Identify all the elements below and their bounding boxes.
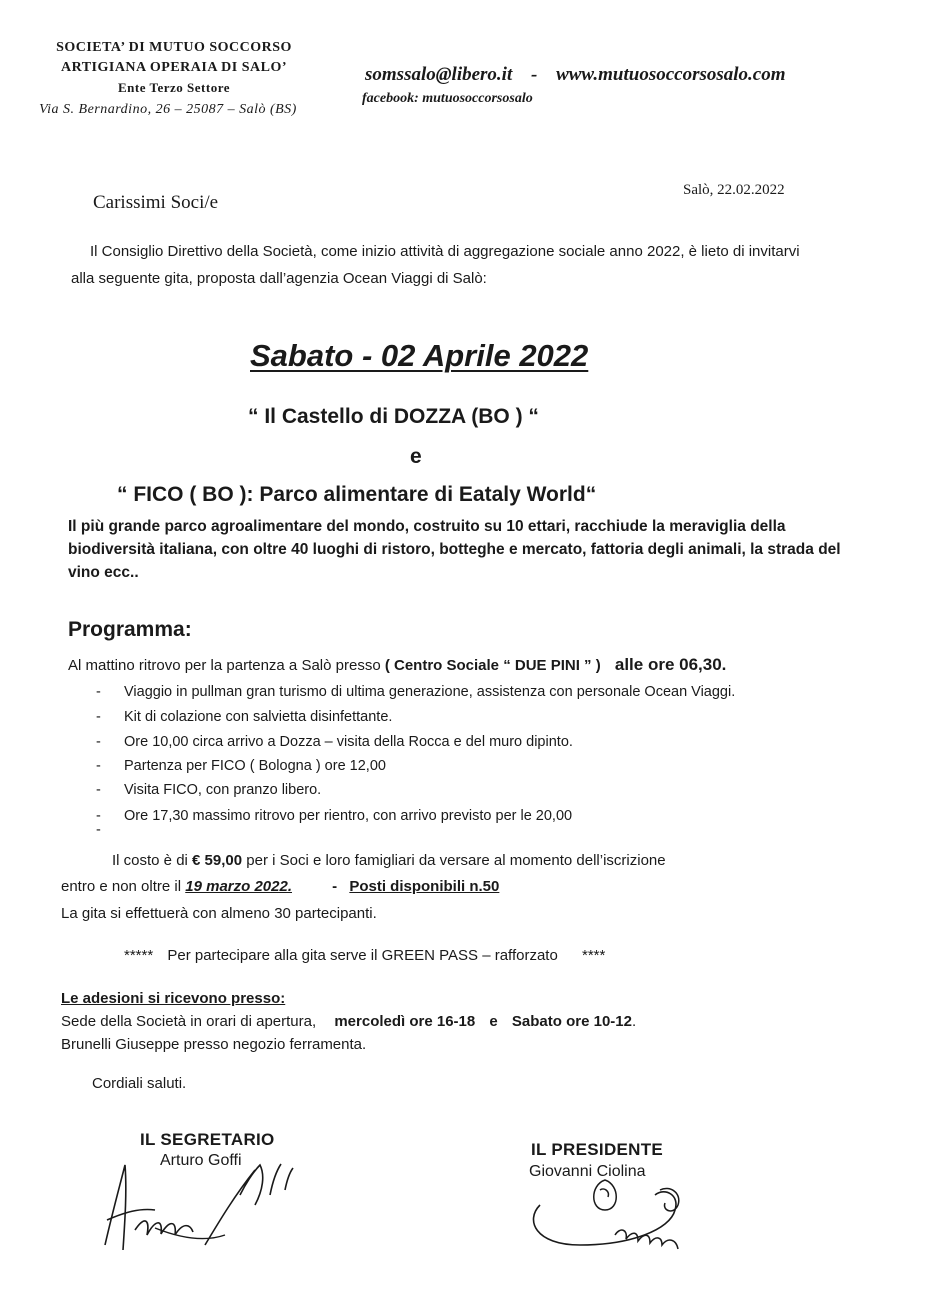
place-date: Salò, 22.02.2022 [683, 182, 785, 198]
contact-separator: - [531, 64, 538, 85]
sub-prefix: Sede della Società in orari di apertura, [61, 1013, 317, 1030]
subscriptions-line-2: Brunelli Giuseppe presso negozio ferramenta. [61, 1036, 367, 1053]
greeting: Carissimi Soci/e [93, 192, 219, 213]
cost-value: € 59,00 [192, 852, 243, 869]
deadline-prefix: entro e non oltre il [61, 878, 182, 895]
destination-1: “ Il Castello di DOZZA (BO ) “ [248, 405, 539, 428]
intro-line-1: Il Consiglio Direttivo della Società, come inizio attività di aggregazione sociale anno 2022, è lieto di invitarvi [90, 243, 800, 260]
contact-line [365, 64, 786, 86]
destination-conjunction: e [410, 445, 422, 468]
intro-line-2: alla seguente gita, proposta dall’agenzia Ocean Viaggi di Salò: [71, 270, 487, 287]
org-status: Ente Terzo Settore [117, 80, 231, 95]
sub-weekday: mercoledì ore 16-18 [334, 1013, 476, 1030]
meeting-prefix: Al mattino ritrovo per la partenza a Salò presso [68, 657, 381, 674]
deadline-date: 19 marzo 2022. [185, 878, 292, 895]
meeting-place: ( Centro Sociale “ DUE PINI ” ) [384, 657, 601, 674]
list-item [96, 782, 322, 798]
bullet-dash: - [96, 709, 101, 725]
deadline-dash: - [332, 878, 338, 895]
list-item-text: Visita FICO, con pranzo libero. [124, 782, 322, 798]
list-item-text: Ore 17,30 massimo ritrovo per rientro, con arrivo previsto per le 20,00 [124, 808, 573, 824]
green-pass-text: Per partecipare alla gita serve il GREEN PASS – rafforzato [167, 947, 558, 964]
cost-prefix: Il costo è di [112, 852, 188, 869]
secretary-name: Arturo Goffi [160, 1152, 242, 1169]
org-name-line2: ARTIGIANA OPERAIA DI SALO’ [60, 60, 288, 75]
sub-saturday: Sabato ore 10-12 [511, 1013, 632, 1030]
subscriptions-title: Le adesioni si ricevono presso: [61, 990, 286, 1007]
org-address: Via S. Bernardino, 26 – 25087 – Salò (BS) [39, 102, 297, 117]
list-item-text: Kit di colazione con salvietta disinfettante. [124, 709, 393, 725]
meeting-time: alle ore 06,30. [614, 655, 727, 674]
cost-suffix: per i Soci e loro famigliari da versare al momento dell’iscrizione [246, 852, 666, 869]
list-item-text: Ore 10,00 circa arrivo a Dozza – visita della Rocca e del muro dipinto. [124, 734, 573, 750]
bullet-dash: - [96, 734, 101, 750]
seats-available: Posti disponibili n.50 [349, 878, 500, 895]
stars-left: ***** [124, 947, 154, 964]
min-participants: La gita si effettuerà con almeno 30 partecipanti. [61, 905, 377, 922]
green-pass-note [124, 947, 605, 964]
email-link[interactable]: somssalo@libero.it [365, 64, 513, 85]
list-item [96, 822, 101, 838]
closing: Cordiali saluti. [92, 1075, 187, 1092]
list-item [96, 734, 573, 750]
program-title: Programma: [68, 618, 192, 641]
secretary-title: IL SEGRETARIO [140, 1130, 275, 1149]
deadline-line [61, 878, 499, 895]
website-link[interactable]: www.mutuosoccorsosalo.com [556, 64, 786, 85]
bullet-dash: - [96, 808, 101, 824]
list-item [96, 709, 393, 725]
subscriptions-line-1 [61, 1013, 636, 1030]
bullet-dash: - [96, 684, 101, 700]
sub-and: e [489, 1013, 498, 1030]
list-item-text: Partenza per FICO ( Bologna ) ore 12,00 [124, 758, 386, 774]
bullet-dash: - [96, 758, 101, 774]
list-item-text: Viaggio in pullman gran turismo di ultima generazione, assistenza con personale Ocean Viaggi. [124, 684, 736, 700]
event-date-title: Sabato - 02 Aprile 2022 [250, 338, 589, 373]
list-item [96, 758, 386, 774]
president-signature [520, 1165, 700, 1265]
president-title: IL PRESIDENTE [531, 1140, 664, 1159]
org-name-line1: SOCIETA’ DI MUTUO SOCCORSO [56, 40, 292, 55]
bullet-dash: - [96, 782, 101, 798]
list-item [96, 684, 736, 700]
stars-right: **** [582, 947, 606, 964]
president-name: Giovanni Ciolina [529, 1163, 646, 1180]
sub-end: . [631, 1013, 637, 1030]
secretary-signature [95, 1150, 310, 1260]
meeting-line [68, 655, 726, 675]
facebook-handle[interactable]: facebook: mutuosoccorsosalo [362, 91, 533, 106]
destination-2: “ FICO ( BO ): Parco alimentare di Eataly World“ [117, 483, 597, 506]
bullet-dash: - [96, 822, 101, 838]
cost-line [112, 852, 666, 869]
event-description: Il più grande parco agroalimentare del mondo, costruito su 10 ettari, racchiude la meraviglia della biodiversità italiana, con oltre 40 luoghi di ristoro, botteghe e mercato, fattoria degli animali, la strada del vino ecc.. [68, 518, 841, 581]
